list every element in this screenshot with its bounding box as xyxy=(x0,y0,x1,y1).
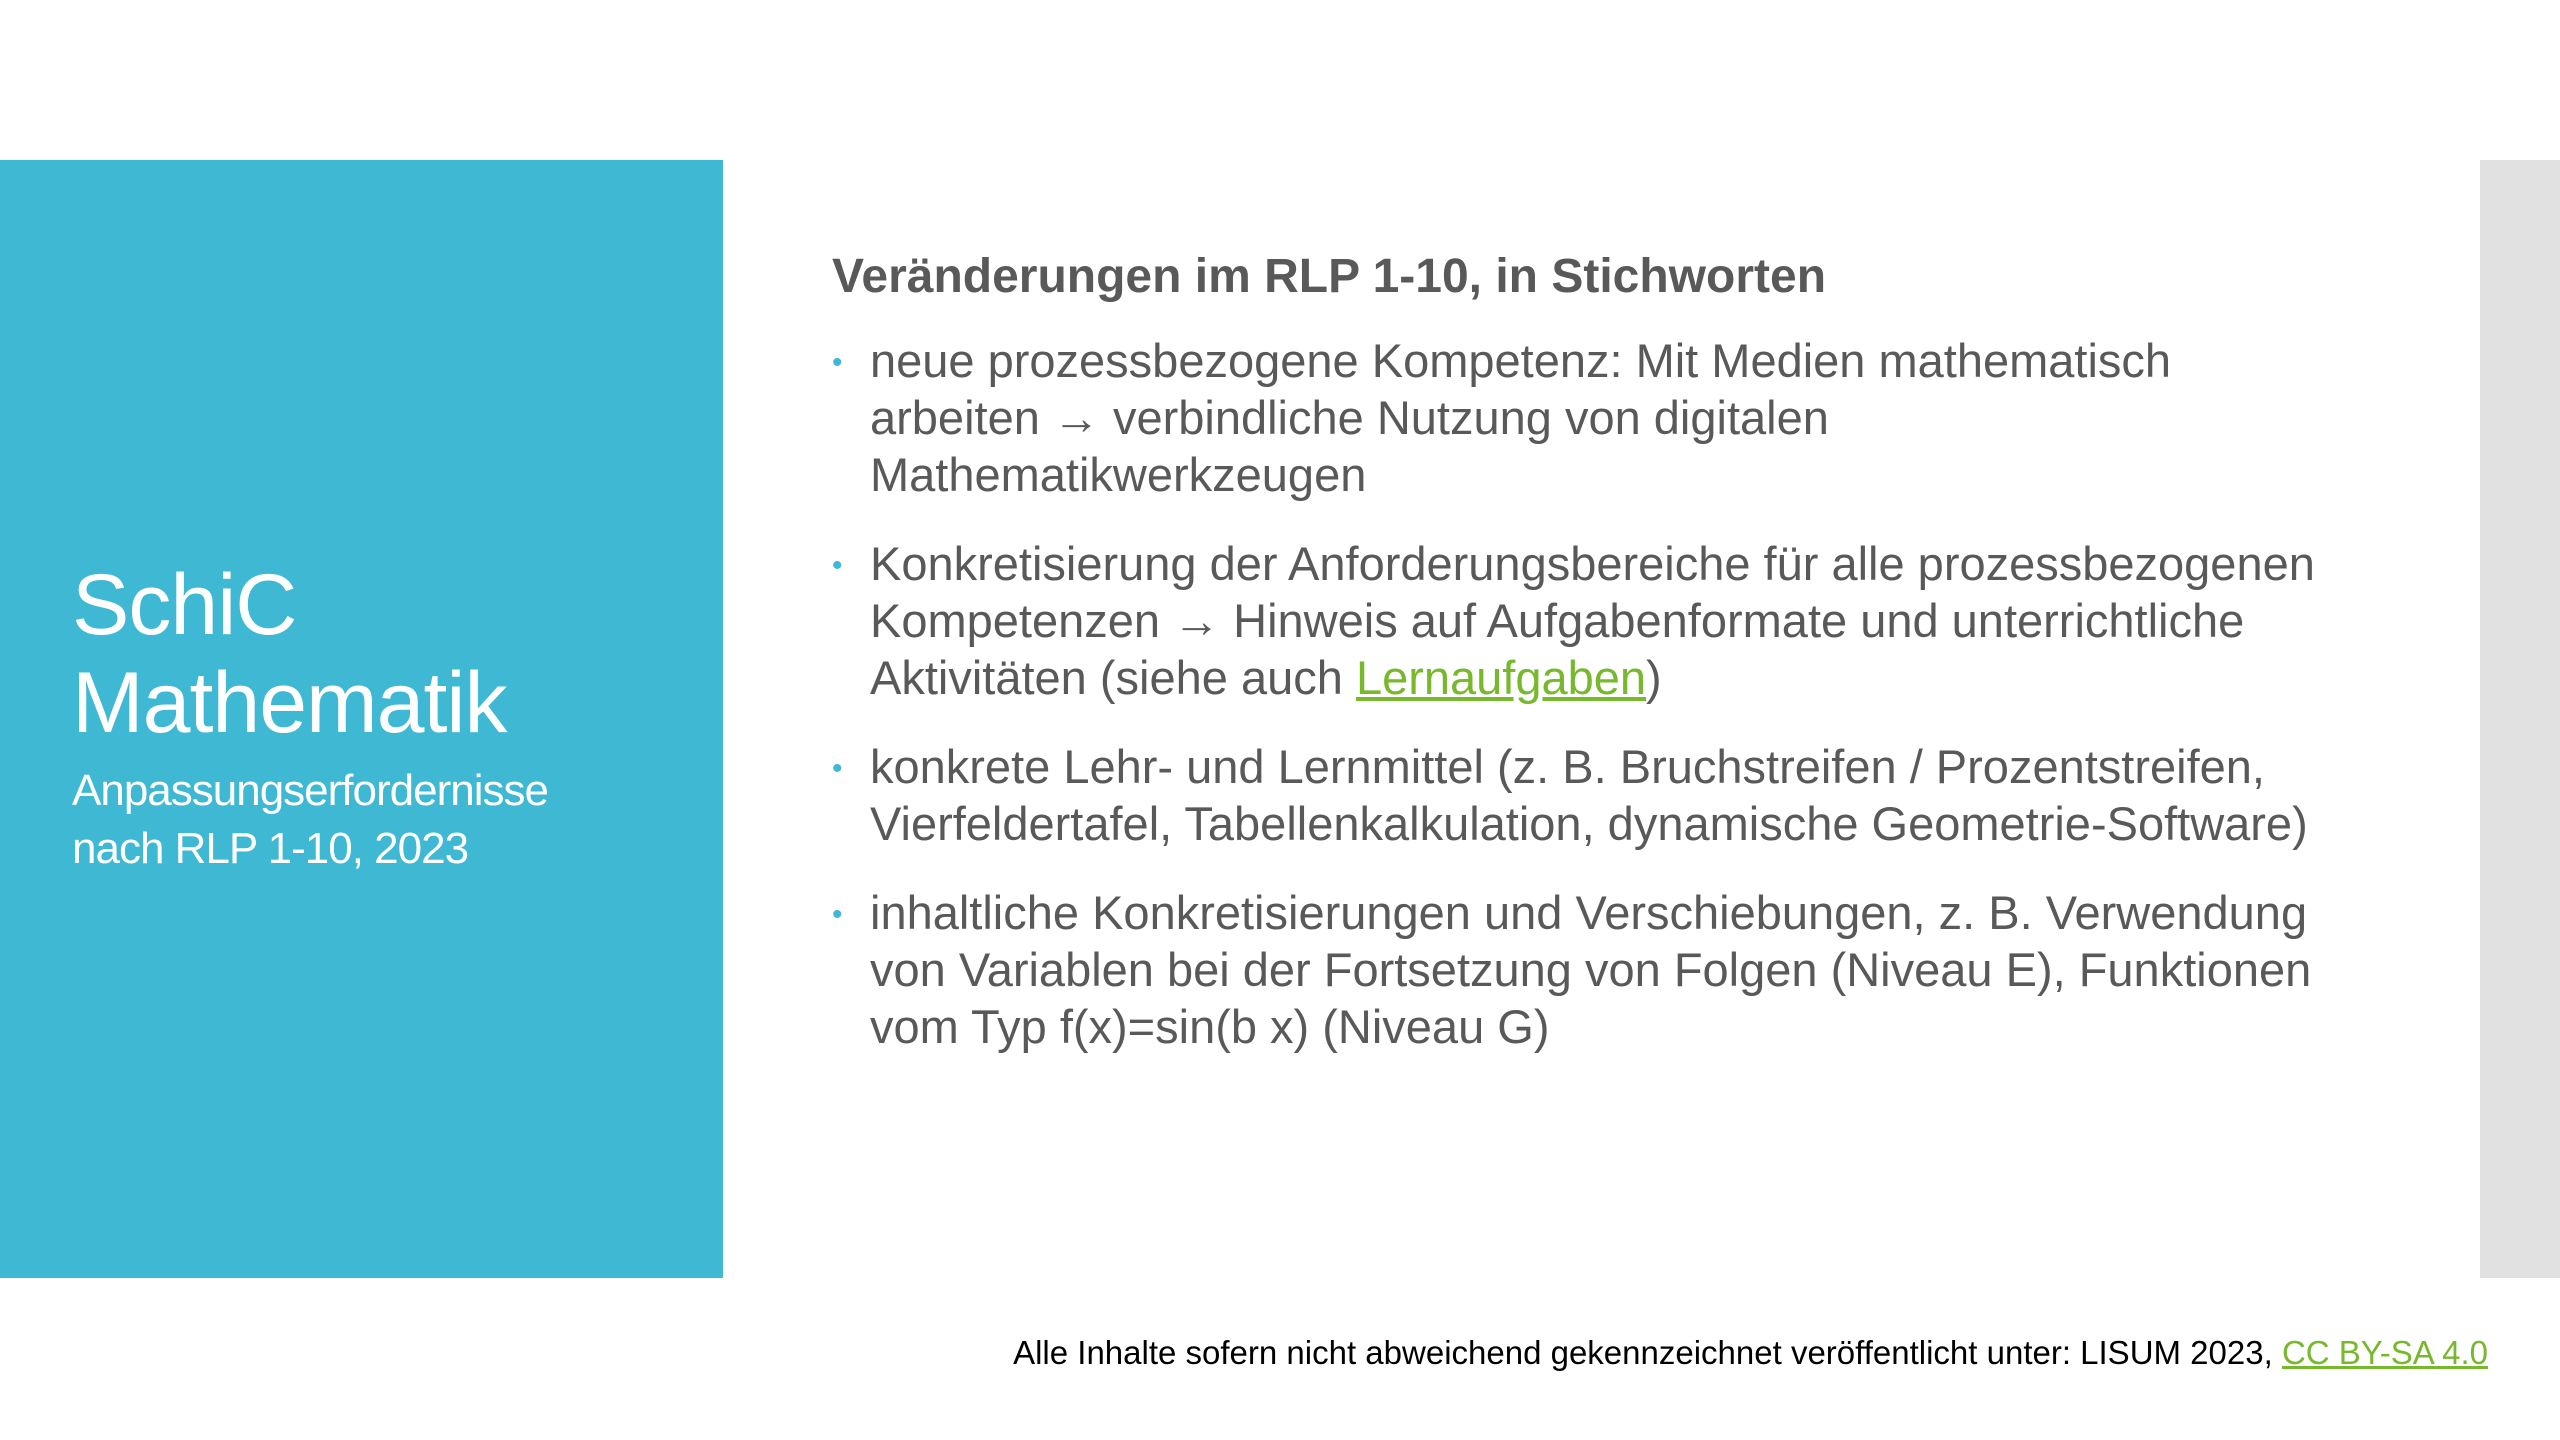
bullet-text: Konkretisierung der Anforderungsbereiche für alle prozessbezogenen Kompetenzen xyxy=(870,537,2315,647)
right-decor-bar xyxy=(2480,160,2560,1278)
bullet-text: inhaltliche Konkretisierungen und Verschiebungen, z. B. Verwendung von Variablen bei der Fortsetzung von Folgen (Niveau E), Funktionen vom Typ f(x)=sin(b x) (Niveau G) xyxy=(870,886,2312,1053)
bullet-icon: • xyxy=(832,898,843,931)
lernaufgaben-link[interactable]: Lernaufgaben xyxy=(1355,651,1647,704)
slide-title: SchiC Mathematik xyxy=(72,557,507,751)
arrow-right-icon: → xyxy=(1173,594,1221,647)
bullet-text: verbindliche Nutzung von digitalen Mathematikwerkzeugen xyxy=(870,391,1829,501)
bullet-item-4 xyxy=(832,884,2332,1055)
bullet-item-1 xyxy=(832,332,2332,503)
slide-content xyxy=(832,246,2332,1087)
bullet-text: neue prozessbezogene Kompetenz: Mit Medien mathematisch arbeiten xyxy=(870,334,2172,444)
arrow-right-icon: → xyxy=(1052,391,1100,444)
bullet-text: ) xyxy=(1646,651,1662,704)
license-link[interactable]: CC BY-SA 4.0 xyxy=(2281,1334,2488,1371)
bullet-icon: • xyxy=(832,346,843,379)
footer-text: Alle Inhalte sofern nicht abweichend gekennzeichnet veröffentlicht unter: LISUM 2023, xyxy=(1013,1334,2282,1371)
bullet-list xyxy=(832,332,2332,1055)
subtitle-line-2: nach RLP 1-10, 2023 xyxy=(72,824,469,873)
bullet-item-3 xyxy=(832,738,2332,852)
bullet-icon: • xyxy=(832,549,843,582)
content-heading: Veränderungen im RLP 1-10, in Stichworten xyxy=(832,250,1827,303)
slide-subtitle xyxy=(72,762,712,878)
license-footer xyxy=(1013,1332,2488,1374)
bullet-text: Hinweis auf Aufgabenformate und unterrichtliche Aktivitäten (siehe auch xyxy=(870,594,2245,704)
subtitle-line-1: Anpassungserfordernisse xyxy=(72,766,548,815)
bullet-item-2 xyxy=(832,535,2332,706)
bullet-text: konkrete Lehr- und Lernmittel (z. B. Bruchstreifen / Prozentstreifen, Vierfeldertafel, Tabellenkalkulation, dynamische Geometrie-Software) xyxy=(870,740,2308,850)
bullet-icon: • xyxy=(832,752,843,785)
